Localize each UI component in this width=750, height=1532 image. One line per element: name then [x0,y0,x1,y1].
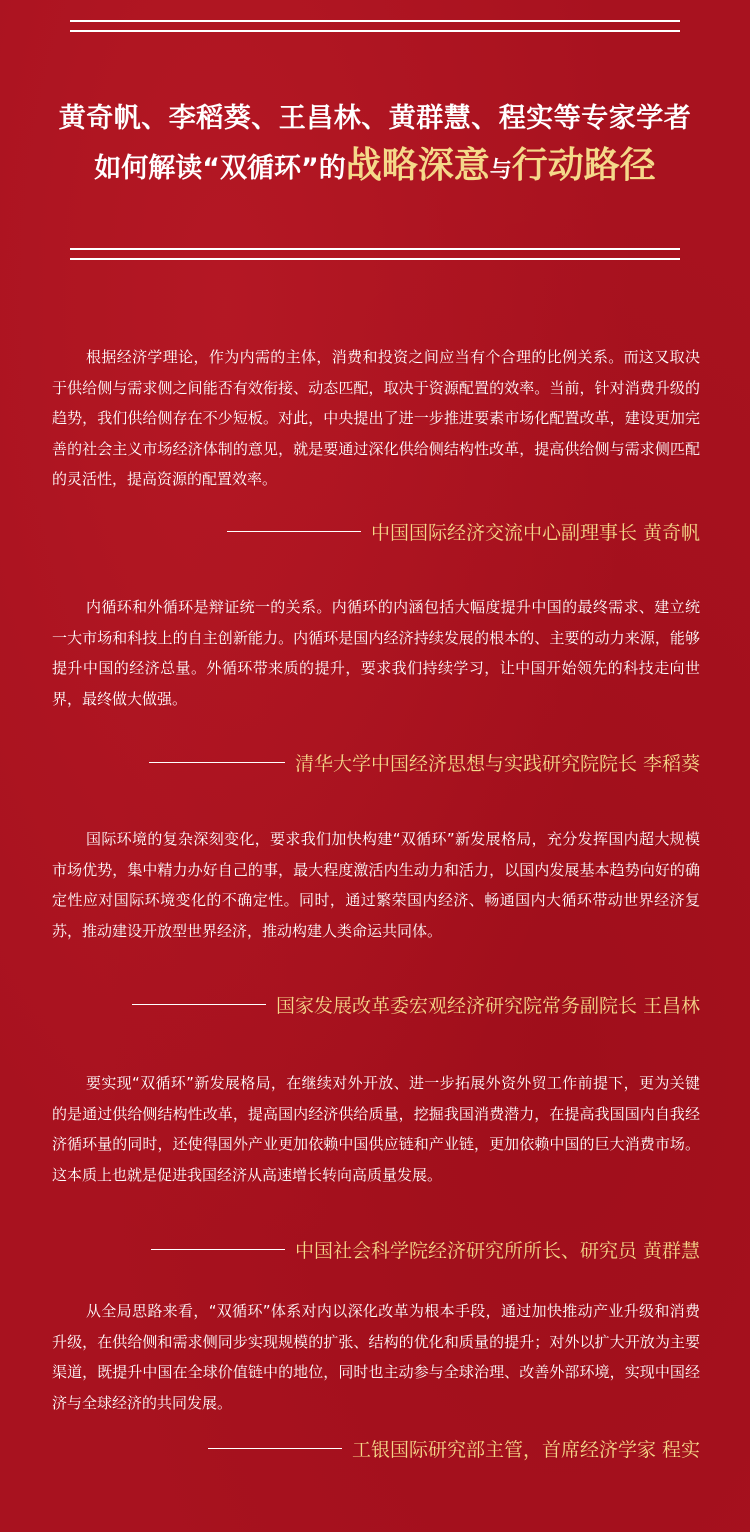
attribution-source: 中国社会科学院经济研究所所长、研究员 黄群慧 [294,1240,700,1262]
rule-line [70,248,680,250]
attribution-source: 国家发展改革委宏观经济研究院常务副院长 王昌林 [275,995,700,1017]
attribution-li-daokui [149,749,700,776]
headline-line-1: 黄奇帆、李稻葵、王昌林、黄群慧、程实等专家学者 [58,103,692,134]
headline-connector: 与 [489,158,512,183]
rule-line [70,30,680,32]
attribution-source: 工银国际研究部主管，首席经济学家 程实 [351,1439,700,1461]
headline-highlight-action: 行动路径 [511,145,656,186]
header-top-double-rule [70,20,680,32]
attribution-dash-rule [151,1249,285,1250]
attribution-dash-rule [132,1004,266,1005]
attribution-source: 中国国际经济交流中心副理事长 黄奇帆 [370,522,700,544]
attribution-source: 清华大学中国经济思想与实践研究院院长 李稻葵 [294,753,700,775]
attribution-dash-rule [149,762,285,763]
quote-text-wang-changlin: 国际环境的复杂深刻变化，要求我们加快构建“双循环”新发展格局，充分发挥国内超大规模市场优势，集中精力办好自己的事，最大程度激活内生动力和活力，以国内发展基本趋势向好的确定性应对国际环境变化的不确定性。同时，通过繁荣国内经济、畅通国内大循环带动世界经济复苏，推动建设开放型世界经济，推动构建人类命运共同体。 [52,830,700,940]
quote-text-huang-qunhui: 要实现“双循环”新发展格局，在继续对外开放、进一步拓展外资外贸工作前提下，更为关键的是通过供给侧结构性改革，提高国内经济供给质量，挖掘我国消费潜力，在提高我国国内自我经济循环量的同时，还使得国外产业更加依赖中国供应链和产业链，更加依赖中国的巨大消费市场。这本质上也就是促进我国经济从高速增长转向高质量发展。 [52,1074,700,1184]
attribution-huang-qifan [227,518,700,545]
attribution-cheng-shi [208,1435,700,1462]
rule-line [70,258,680,260]
attribution-dash-rule [208,1448,342,1449]
headline-prefix: 如何解读“双循环”的 [94,153,346,184]
header-bottom-double-rule [70,248,680,260]
attribution-wang-changlin [132,991,700,1018]
attribution-dash-rule [227,531,361,532]
headline-highlight-strategy: 战略深意 [345,145,490,186]
rule-line [70,20,680,22]
quote-text-cheng-shi: 从全局思路来看，“双循环”体系对内以深化改革为根本手段，通过加快推动产业升级和消费升级，在供给侧和需求侧同步实现规模的扩张、结构的优化和质量的提升；对外以扩大开放为主要渠道，既提升中国在全球价值链中的地位，同时也主动参与全球治理、改善外部环境，实现中国经济与全球经济的共同发展。 [52,1302,700,1412]
quote-text-li-daokui: 内循环和外循环是辩证统一的关系。内循环的内涵包括大幅度提升中国的最终需求、建立统一大市场和科技上的自主创新能力。内循环是国内经济持续发展的根本的、主要的动力来源，能够提升中国的经济总量。外循环带来质的提升，要求我们持续学习，让中国开始领先的科技走向世界，最终做大做强。 [52,598,700,708]
headline-line-2 [0,144,750,193]
attribution-huang-qunhui [151,1236,700,1263]
quote-text-huang-qifan: 根据经济学理论，作为内需的主体，消费和投资之间应当有个合理的比例关系。而这又取决于供给侧与需求侧之间能否有效衔接、动态匹配，取决于资源配置的效率。当前，针对消费升级的趋势，我们供给侧存在不少短板。对此，中央提出了进一步推进要素市场化配置改革，建设更加完善的社会主义市场经济体制的意见，就是要通过深化供给侧结构性改革，提高供给侧与需求侧匹配的灵活性，提高资源的配置效率。 [52,348,700,488]
